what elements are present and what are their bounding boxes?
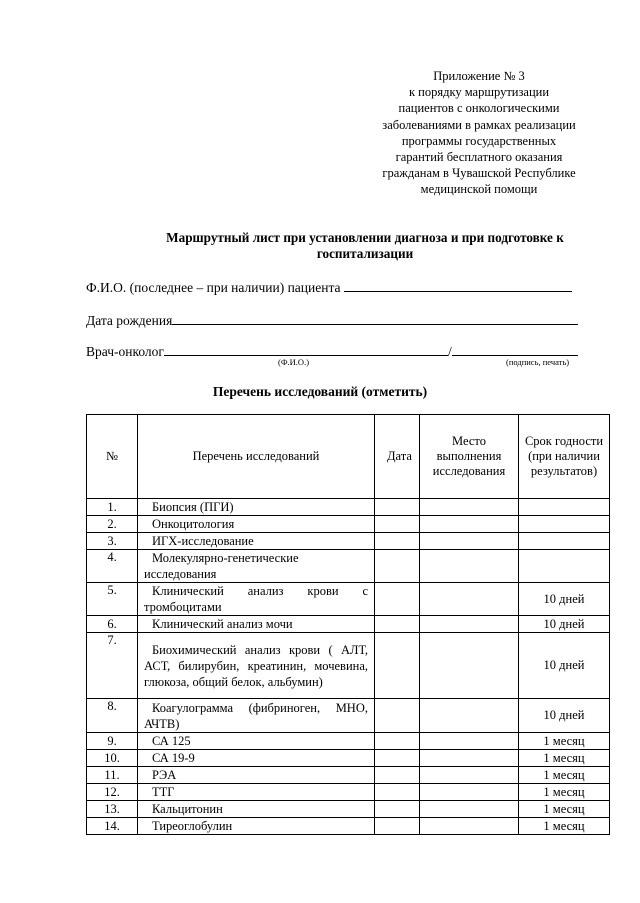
row-place-cell[interactable] (420, 516, 519, 533)
row-num: 9. (87, 733, 138, 750)
row-date-cell[interactable] (375, 784, 420, 801)
table-header-row (87, 415, 610, 499)
birth-date-line[interactable] (172, 311, 578, 325)
table-row (87, 533, 610, 550)
row-date-cell[interactable] (375, 550, 420, 583)
studies-subtitle: Перечень исследований (отметить) (212, 384, 428, 399)
table-row (87, 550, 610, 583)
appendix-line: гарантий бесплатного оказания (395, 150, 563, 165)
row-study (138, 550, 375, 583)
row-validity: 1 месяц (519, 733, 610, 750)
row-validity: 1 месяц (519, 767, 610, 784)
row-date-cell[interactable] (375, 533, 420, 550)
birth-date-field[interactable] (86, 311, 578, 329)
row-num: 2. (87, 516, 138, 533)
row-date-cell[interactable] (375, 767, 420, 784)
signature-line[interactable] (452, 342, 578, 356)
table-row (87, 733, 610, 750)
header-name: Перечень исследований (138, 415, 375, 499)
row-num: 12. (87, 784, 138, 801)
appendix-line: медицинской помощи (420, 182, 538, 197)
row-study (138, 767, 375, 784)
row-study-label: Биопсия (ПГИ) (152, 500, 234, 514)
row-study (138, 499, 375, 516)
appendix-line: к порядку маршрутизации (408, 85, 550, 100)
header-validity: Срок годности (при наличии результатов) (519, 415, 610, 499)
table-row (87, 784, 610, 801)
row-study-label: ИГХ-исследование (152, 534, 254, 548)
row-date-cell[interactable] (375, 516, 420, 533)
row-study (138, 516, 375, 533)
row-num: 10. (87, 750, 138, 767)
row-study-label: СА 19-9 (152, 751, 195, 765)
table-row (87, 499, 610, 516)
row-study-label: Клинический анализ крови с тромбоцитами (144, 584, 368, 614)
row-date-cell[interactable] (375, 616, 420, 633)
row-place-cell[interactable] (420, 633, 519, 699)
row-study (138, 533, 375, 550)
row-study (138, 801, 375, 818)
header-date: Дата (375, 415, 420, 499)
row-date-cell[interactable] (375, 633, 420, 699)
row-place-cell[interactable] (420, 750, 519, 767)
row-validity: 1 месяц (519, 801, 610, 818)
appendix-line: программы государственных (401, 133, 557, 148)
row-validity (519, 516, 610, 533)
row-validity: 10 дней (519, 616, 610, 633)
row-study-label: Тиреоглобулин (152, 819, 233, 833)
row-place-cell[interactable] (420, 583, 519, 616)
row-date-cell[interactable] (375, 699, 420, 733)
header-num: № (87, 415, 138, 499)
row-study-label: СА 125 (152, 734, 191, 748)
fio-caption: (Ф.И.О.) (278, 357, 310, 367)
row-num: 14. (87, 818, 138, 835)
birth-date-label: Дата рождения (86, 313, 173, 328)
row-validity: 1 месяц (519, 784, 610, 801)
table-row (87, 583, 610, 616)
patient-name-line[interactable] (344, 278, 572, 292)
oncologist-name-line[interactable] (164, 342, 448, 356)
row-validity (519, 550, 610, 583)
row-place-cell[interactable] (420, 767, 519, 784)
row-place-cell[interactable] (420, 499, 519, 516)
row-num: 11. (87, 767, 138, 784)
patient-name-field[interactable] (86, 278, 572, 296)
row-validity: 1 месяц (519, 750, 610, 767)
appendix-line: пациентов с онкологическими (398, 101, 560, 116)
row-place-cell[interactable] (420, 784, 519, 801)
table-row (87, 801, 610, 818)
row-study-label: Клинический анализ мочи (152, 617, 293, 631)
row-validity: 10 дней (519, 699, 610, 733)
row-date-cell[interactable] (375, 818, 420, 835)
header-place: Место выполнения исследования (420, 415, 519, 499)
studies-table (86, 414, 610, 835)
row-validity: 1 месяц (519, 818, 610, 835)
row-place-cell[interactable] (420, 818, 519, 835)
appendix-header (360, 68, 598, 198)
row-date-cell[interactable] (375, 801, 420, 818)
row-validity (519, 533, 610, 550)
patient-name-label: Ф.И.О. (последнее – при наличии) пациента (86, 280, 341, 295)
row-study-label: Молекулярно-генетические исследования (144, 551, 299, 581)
row-num: 8. (87, 699, 138, 733)
oncologist-field[interactable] (86, 342, 578, 360)
row-num: 5. (87, 583, 138, 616)
row-study (138, 699, 375, 733)
table-row (87, 616, 610, 633)
row-place-cell[interactable] (420, 616, 519, 633)
row-place-cell[interactable] (420, 550, 519, 583)
row-study (138, 818, 375, 835)
row-validity: 10 дней (519, 583, 610, 616)
row-validity (519, 499, 610, 516)
table-row (87, 750, 610, 767)
row-num: 13. (87, 801, 138, 818)
appendix-line: гражданам в Чувашской Республике (382, 166, 576, 181)
row-study-label: Коагулограмма (фибриноген, МНО, АЧТВ) (144, 700, 368, 731)
table-row (87, 516, 610, 533)
oncologist-label: Врач-онколог (86, 344, 164, 359)
row-study (138, 733, 375, 750)
row-place-cell[interactable] (420, 733, 519, 750)
row-place-cell[interactable] (420, 533, 519, 550)
row-study (138, 616, 375, 633)
separator-slash: / (447, 344, 452, 359)
row-date-cell[interactable] (375, 499, 420, 516)
row-study (138, 583, 375, 616)
row-study-label: Биохимический анализ крови ( АЛТ, АСТ, билирубин, креатинин, мочевина, глюкоза, общий белок, альбумин) (144, 642, 368, 689)
row-place-cell[interactable] (420, 801, 519, 818)
table-row (87, 818, 610, 835)
row-num: 7. (87, 633, 138, 699)
row-num: 3. (87, 533, 138, 550)
table-row (87, 767, 610, 784)
row-study (138, 633, 375, 699)
row-num: 6. (87, 616, 138, 633)
row-study-label: Онкоцитология (152, 517, 235, 531)
signature-caption: (подпись, печать) (506, 357, 570, 367)
row-study-label: ТТГ (152, 785, 175, 799)
appendix-line: заболеваниями в рамках реализации (382, 117, 576, 132)
row-study-label: РЭА (152, 768, 177, 782)
appendix-line: Приложение № 3 (433, 69, 525, 83)
row-study-label: Кальцитонин (152, 802, 223, 816)
row-study (138, 750, 375, 767)
row-num: 4. (87, 550, 138, 583)
row-study (138, 784, 375, 801)
document-title: Маршрутный лист при установлении диагноза и при подготовке к госпитализации (166, 230, 564, 261)
row-num: 1. (87, 499, 138, 516)
table-row (87, 633, 610, 699)
row-date-cell[interactable] (375, 733, 420, 750)
row-place-cell[interactable] (420, 699, 519, 733)
row-date-cell[interactable] (375, 750, 420, 767)
row-validity: 10 дней (519, 633, 610, 699)
table-row (87, 699, 610, 733)
row-date-cell[interactable] (375, 583, 420, 616)
